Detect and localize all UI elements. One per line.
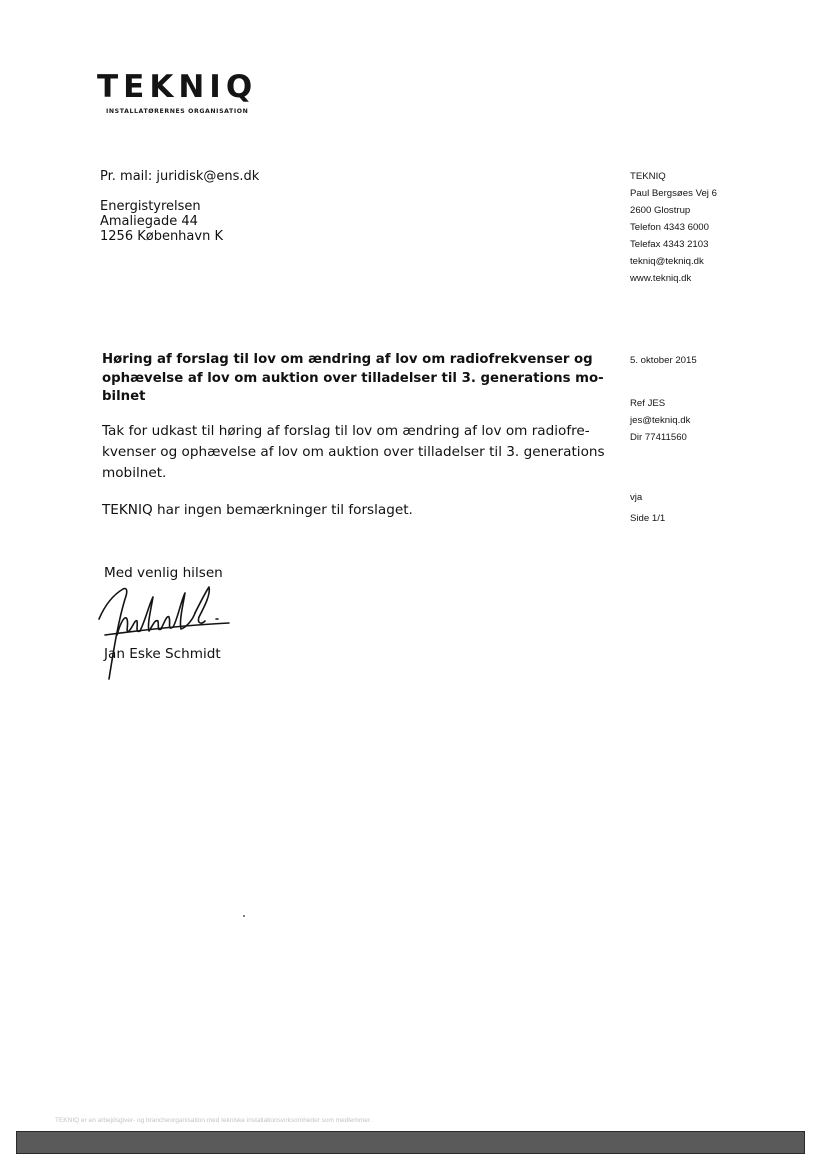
reference-email: jes@tekniq.dk — [630, 415, 691, 426]
direct-phone: Dir 77411560 — [630, 432, 687, 443]
logo-subtitle: INSTALLATØRERNES ORGANISATION — [106, 108, 249, 115]
page-number: Side 1/1 — [630, 513, 666, 524]
sender-web: www.tekniq.dk — [630, 273, 692, 284]
sender-phone: Telefon 4343 6000 — [630, 222, 709, 233]
body-line: kvenser og ophævelse af lov om auktion over tilladelser til 3. generations — [102, 444, 605, 460]
tekniq-logo: TEKNIQ — [97, 69, 258, 105]
footer-text: TEKNIQ er en arbejdsgiver- og brancheorganisation med tekniske installationsvirksomheder som medlemmer. — [55, 1117, 372, 1124]
reference: Ref JES — [630, 398, 666, 409]
signer-name: Jan Eske Schmidt — [104, 646, 221, 662]
recipient-name: Energistyrelsen — [100, 199, 201, 214]
recipient-mail-line: Pr. mail: juridisk@ens.dk — [100, 169, 260, 184]
body-line: mobilnet. — [102, 465, 167, 481]
sender-street: Paul Bergsøes Vej 6 — [630, 188, 717, 199]
sender-email: tekniq@tekniq.dk — [630, 256, 704, 267]
recipient-city: 1256 København K — [100, 229, 223, 244]
closing-greeting: Med venlig hilsen — [104, 565, 223, 581]
initials: vja — [630, 492, 643, 503]
body-line: Tak for udkast til høring af forslag til lov om ændring af lov om radiofre- — [102, 423, 590, 439]
letter-date: 5. oktober 2015 — [630, 355, 697, 366]
subject-line: ophævelse af lov om auktion over tilladelser til 3. generations mo- — [102, 370, 604, 386]
sender-city: 2600 Glostrup — [630, 205, 691, 216]
handwritten-signature — [95, 575, 235, 685]
recipient-street: Amaliegade 44 — [100, 214, 198, 229]
subject-heading — [102, 351, 602, 407]
body-paragraph: TEKNIQ har ingen bemærkninger til forslaget. — [102, 502, 413, 518]
sender-fax: Telefax 4343 2103 — [630, 239, 709, 250]
subject-line: Høring af forslag til lov om ændring af lov om radiofrekvenser og — [102, 352, 593, 367]
subject-line: bilnet — [102, 389, 146, 404]
sender-org: TEKNIQ — [630, 171, 666, 182]
scan-speck — [243, 915, 245, 917]
footer-bar — [16, 1131, 805, 1154]
